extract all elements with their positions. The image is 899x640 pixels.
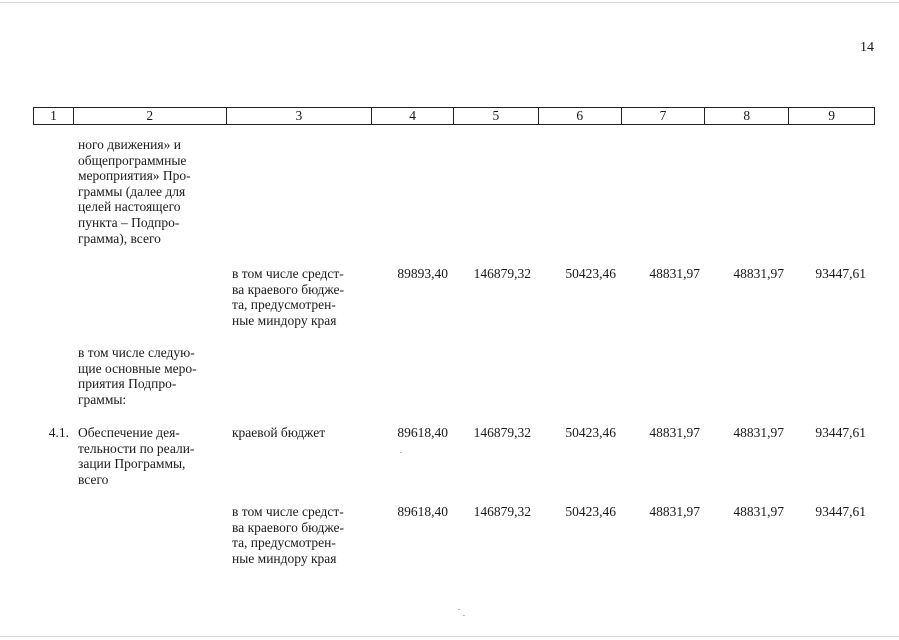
value-cell: 48831,97 <box>733 425 784 440</box>
text-line: та, предусмотрен- <box>232 535 336 551</box>
text-line: мероприятия» Про- <box>78 168 191 184</box>
value-cell: 146879,32 <box>473 425 531 440</box>
value-cell: 146879,32 <box>473 266 531 281</box>
value-cell: 48831,97 <box>649 266 700 281</box>
value-cell: 146879,32 <box>473 504 531 519</box>
text-line: в том числе следую- <box>78 345 195 360</box>
value-cell: 48831,97 <box>733 504 784 519</box>
value-cell: 50423,46 <box>565 504 616 519</box>
text-line: целей настоящего <box>78 199 181 215</box>
text-line: щие основные меро- <box>78 360 197 376</box>
text-line: в том числе средст- <box>232 266 344 281</box>
value-cell: 89618,40 <box>397 504 448 519</box>
value-cell: 89893,40 <box>397 266 448 281</box>
funding-source-cell <box>232 266 364 328</box>
text-line: ва краевого бюдже- <box>232 281 344 297</box>
text-line: тельности по реали- <box>78 440 195 456</box>
text-line: краевой бюджет <box>232 425 326 440</box>
text-line: грамма), всего <box>78 230 161 246</box>
value-cell: 50423,46 <box>565 266 616 281</box>
value-cell: 48831,97 <box>649 504 700 519</box>
value-cell: 89618,40 <box>397 425 448 440</box>
text-line: зации Программы, <box>78 456 186 472</box>
value-cell: 50423,46 <box>565 425 616 440</box>
header-cell-5: 5 <box>454 108 539 124</box>
text-line: ного движения» и <box>78 137 181 152</box>
scan-edge-bottom <box>0 636 899 637</box>
header-cell-1: 1 <box>34 108 74 124</box>
text-line: всего <box>78 471 109 487</box>
header-cell-8: 8 <box>705 108 789 124</box>
value-cell: 93447,61 <box>815 425 866 440</box>
text-line: общепрограммные <box>78 152 187 168</box>
header-cell-2: 2 <box>74 108 227 124</box>
text-line: приятия Подпро- <box>78 376 177 392</box>
table-header-row <box>33 107 875 125</box>
value-cell: 93447,61 <box>815 266 866 281</box>
text-line: та, предусмотрен- <box>232 297 336 313</box>
text-line: ные миндору края <box>232 312 337 328</box>
scan-speck <box>400 452 402 453</box>
header-cell-6: 6 <box>539 108 622 124</box>
subprogram-name-cell <box>78 137 220 246</box>
scan-speck <box>463 615 465 616</box>
text-line: Обеспечение дея- <box>78 425 180 440</box>
funding-source-cell <box>232 425 364 441</box>
row-number: 4.1. <box>48 425 69 440</box>
text-line: ные миндору края <box>232 550 337 566</box>
header-cell-4: 4 <box>372 108 454 124</box>
value-cell: 48831,97 <box>649 425 700 440</box>
value-cell: 48831,97 <box>733 266 784 281</box>
page-number: 14 <box>860 40 874 55</box>
funding-source-cell <box>232 504 364 566</box>
header-cell-7: 7 <box>622 108 706 124</box>
text-line: граммы: <box>78 391 127 407</box>
header-cell-3: 3 <box>227 108 373 124</box>
scan-edge-top <box>0 2 899 3</box>
activities-intro-cell <box>78 345 220 407</box>
text-line: в том числе средст- <box>232 504 344 519</box>
scan-speck <box>458 609 460 610</box>
activity-name-cell <box>78 425 220 487</box>
text-line: граммы (далее для <box>78 183 186 199</box>
header-cell-9: 9 <box>828 108 835 123</box>
value-cell: 93447,61 <box>815 504 866 519</box>
text-line: ва краевого бюдже- <box>232 519 344 535</box>
text-line: пункта – Подпро- <box>78 214 180 230</box>
